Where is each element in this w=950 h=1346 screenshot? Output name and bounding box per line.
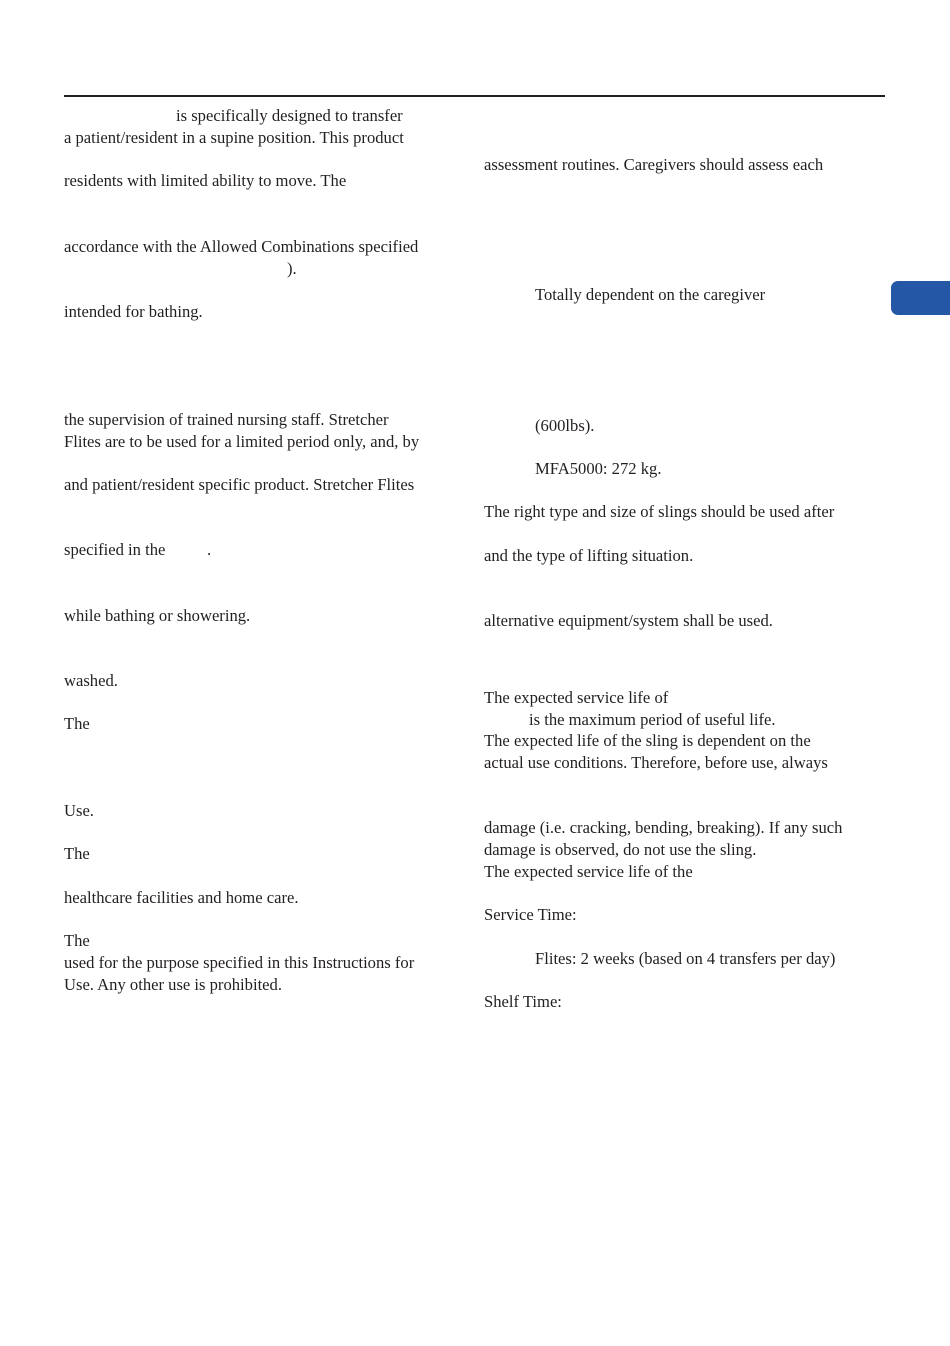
text-line: MFA5000: 272 kg.	[535, 459, 662, 478]
text-line: while bathing or showering.	[64, 606, 251, 625]
text-line: The right type and size of slings should be used after	[484, 502, 835, 521]
text-line: and the type of lifting situation.	[484, 546, 694, 565]
text-line: accordance with the Allowed Combinations specified	[64, 237, 419, 256]
text-line: residents with limited ability to move. The	[64, 171, 347, 190]
text-line: specified in the	[64, 540, 166, 559]
text-line: Flites are to be used for a limited period only, and, by	[64, 432, 420, 451]
text-line: The expected service life of	[484, 688, 669, 707]
chapter-tab	[891, 281, 950, 315]
text-line: the supervision of trained nursing staff. Stretcher	[64, 410, 389, 429]
text-line: The	[64, 931, 90, 950]
text-line: healthcare facilities and home care.	[64, 888, 299, 907]
text-line: actual use conditions. Therefore, before use, always	[484, 753, 828, 772]
header-rule	[64, 95, 885, 97]
text-line: intended for bathing.	[64, 302, 203, 321]
text-line: The	[64, 844, 90, 863]
text-line: .	[207, 540, 212, 559]
text-line: Use.	[64, 801, 94, 820]
text-line: damage is observed, do not use the sling.	[484, 840, 757, 859]
text-line: is specifically designed to transfer	[176, 106, 403, 125]
text-line: ).	[287, 259, 297, 278]
text-line: Totally dependent on the caregiver	[535, 285, 766, 304]
text-line: damage (i.e. cracking, bending, breaking). If any such	[484, 818, 843, 837]
text-line: washed.	[64, 671, 118, 690]
text-line: (600lbs).	[535, 416, 595, 435]
text-line: Shelf Time:	[484, 992, 562, 1011]
text-line: The expected life of the sling is dependent on the	[484, 731, 811, 750]
text-line: a patient/resident in a supine position. This product	[64, 128, 404, 147]
text-line: Use. Any other use is prohibited.	[64, 975, 282, 994]
text-line: Service Time:	[484, 905, 577, 924]
text-line: alternative equipment/system shall be used.	[484, 611, 773, 630]
text-line: assessment routines. Caregivers should assess each	[484, 155, 824, 174]
text-line: Flites: 2 weeks (based on 4 transfers per day)	[535, 949, 836, 968]
text-line: The	[64, 714, 90, 733]
text-line: used for the purpose specified in this Instructions for	[64, 953, 415, 972]
text-line: and patient/resident specific product. Stretcher Flites	[64, 475, 415, 494]
text-line: The expected service life of the	[484, 862, 693, 881]
text-line: is the maximum period of useful life.	[529, 710, 776, 729]
